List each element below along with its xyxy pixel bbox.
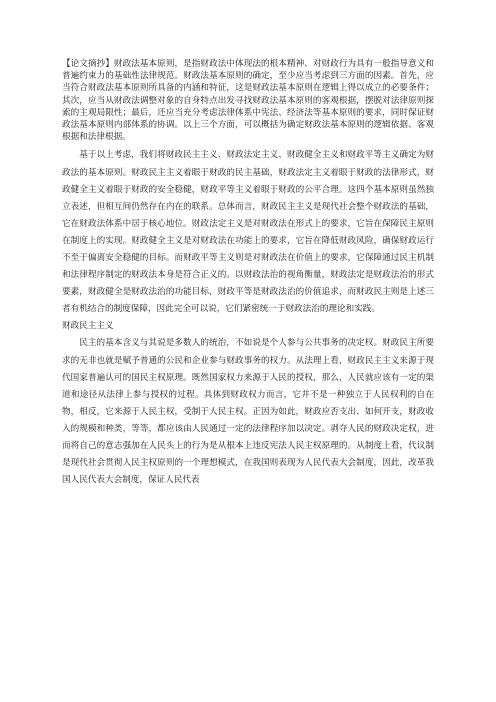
section-heading: 财政民主主义 (62, 321, 114, 332)
document-page (62, 58, 434, 489)
body-paragraph-principles: 基于以上考虑，我们将财政民主主义、财政法定主义、财政健全主义和财政平等主义确定为财政法的基本原则。财政民主主义着眼于财政的民主基础，财政法定主义着眼于财政的法律形式，财政健全主义着眼于财政的安全稳健，财政平等主义着眼于财政的公平合理。这四个基本原则虽然独立表述，但相互间仍然存在内在的联系。总体而言，财政民主主义是现代社会整个财政法的基础，它在财政法体系中居于核心地位。财政法定主义是对财政法在形式上的要求，它旨在保障民主原则在制度上的实现。财政健全主义是对财政法在功能上的要求，它旨在降低财政风险，确保财政运行不至于偏离安全稳健的目标。而财政平等主义则是对财政法在价值上的要求，它保障通过民主机制和法律程序制定的财政法本身是符合正义的。以财政法治的视角衡量，财政法定是财政法治的形式要素，财政健全是财政法治的功能目标，财政平等是财政法治的价值追求，而财政民主则是上述三者有机结合的制度保障，因此完全可以说，它们紧密统一于财政法治的理论和实践。 (62, 150, 434, 315)
abstract-paragraph: 【论文摘抄】财政法基本原则，是指财政法中体现法的根本精神、对财政行为具有一般指导意义和普遍约束力的基础性法律规范。财政法基本原则的确定，至少应当考虑到三方面的因素。首先，应当符合财政法基本原则所具备的内涵和特征，这是财政法基本原则在逻辑上得以成立的必要条件；其次，应当从财政法调整对象的自身特点出发寻找财政法基本原则的客观根据，摆脱对法律原则探索的主观局限性；最后，还应当充分考虑法律体系中宪法、经济法等基本原则的要求，同时保证财政法基本原则内部体系的协调。以上三个方面，可以概括为确定财政法基本原则的逻辑依据、客观根据和法律根据。 (62, 59, 434, 143)
body-paragraph-democracy: 民主的基本含义与其说是多数人的统治，不如说是个人参与公共事务的决定权。财政民主所要求的无非也就是赋予普通的公民和企业参与财政事务的权力。从法理上看，财政民主主义来源于现代国家普遍认可的国民主权原理。既然国家权力来源于人民的授权，那么，人民就应该有一定的渠道和途径从法律上参与授权的过程。具体到财政权力而言，它并不是一种独立于人民权利的自在物，相反，它来源于人民主权，受制于人民主权。正因为如此，财政应否支出、如何开支，财政收入的规模和种类，等等，都应该由人民通过一定的法律程序加以决定。剥夺人民的财政决定权，进而将自己的意志强加在人民头上的行为是从根本上违反宪法人民主权原理的。从制度上看，代议制是现代社会贯彻人民主权原则的一个理想模式，在我国则表现为人民代表大会制度，因此，改革我国人民代表大会制度，保证人民代表 (62, 338, 434, 486)
